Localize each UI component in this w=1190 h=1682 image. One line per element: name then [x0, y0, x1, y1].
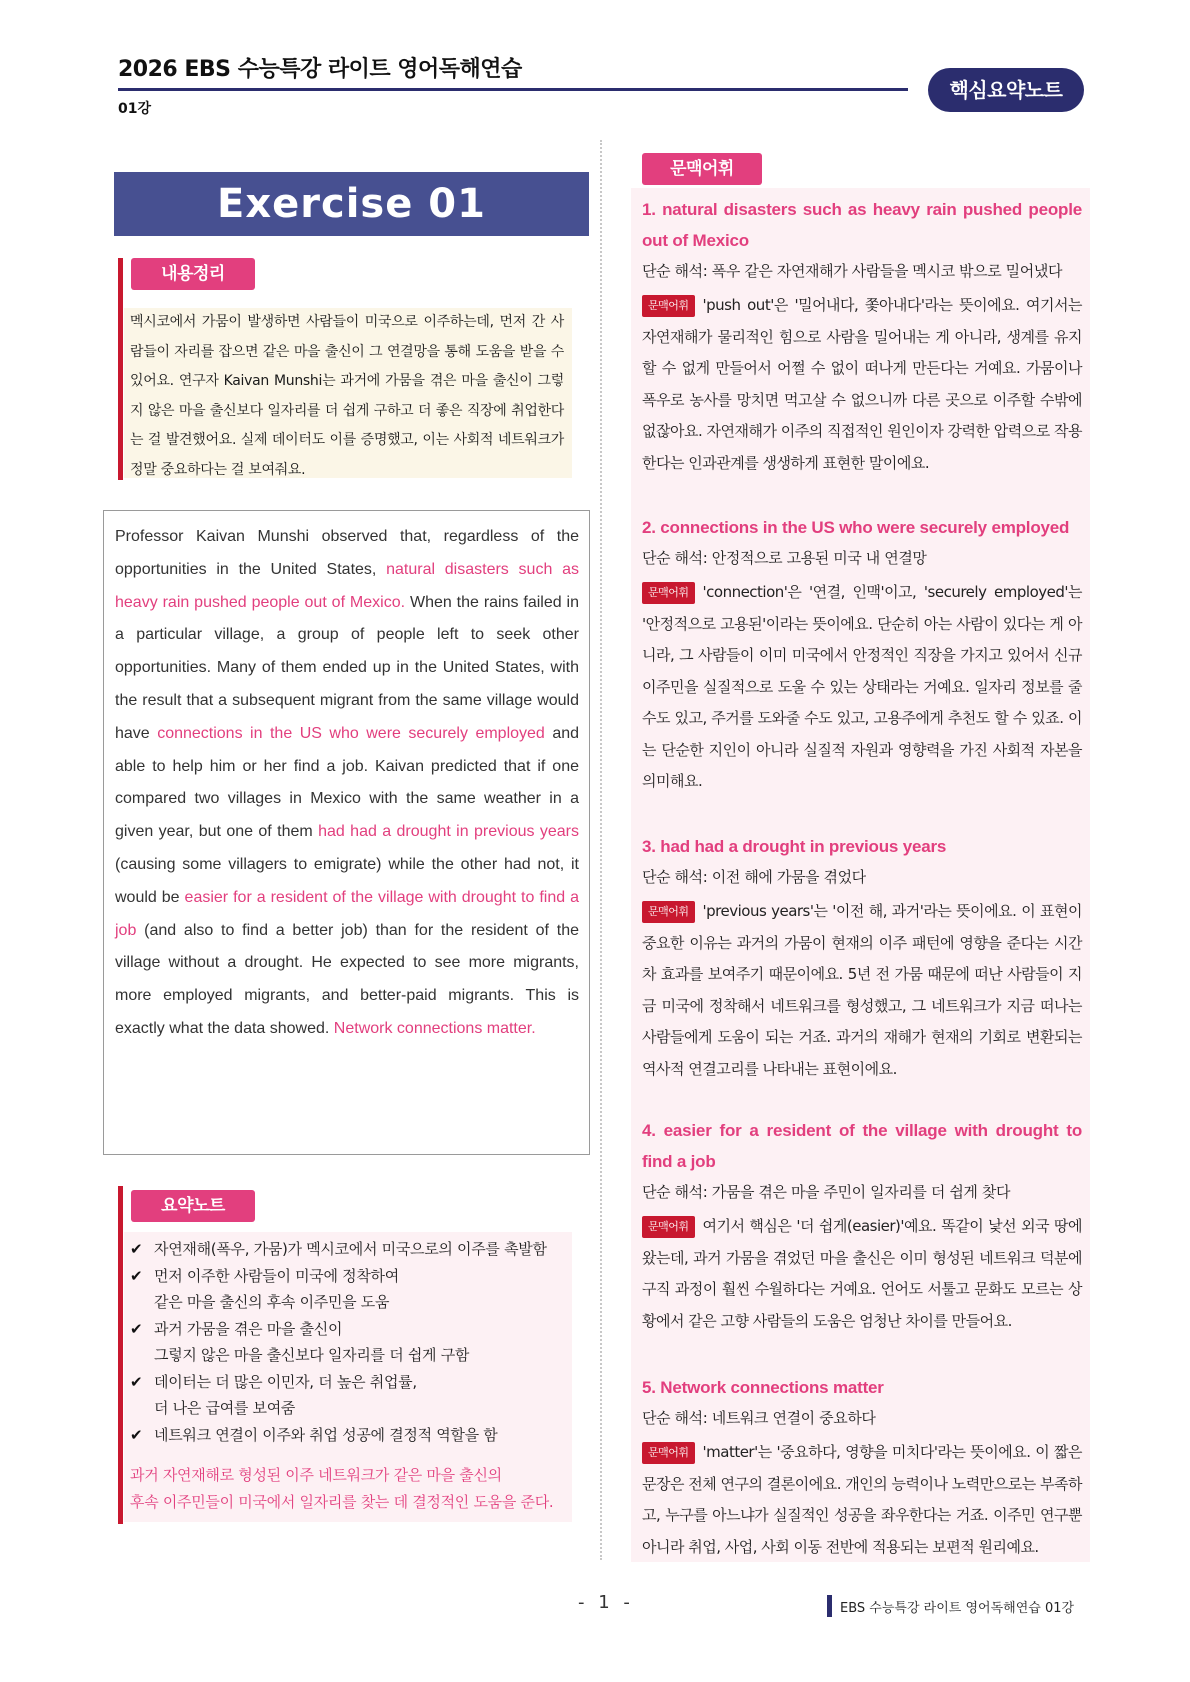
vocab-simple: 단순 해석: 이전 해에 가뭄을 겪었다 [642, 868, 866, 886]
vocab-simple: 단순 해석: 폭우 같은 자연재해가 사람들을 멕시코 밖으로 밀어냈다 [642, 262, 1063, 280]
vocab-heading: 5. Network connections matter [642, 1378, 884, 1397]
exercise-title: Exercise 01 [114, 172, 589, 236]
footer-accent-bar [827, 1595, 832, 1617]
check-icon: ✔ [130, 1240, 143, 1258]
vocab-simple: 단순 해석: 네트워크 연결이 중요하다 [642, 1409, 876, 1427]
check-icon: ✔ [130, 1266, 143, 1285]
passage-highlight-4: easier for a resident of the village with drought to find a job [115, 888, 579, 939]
vocab-simple: 단순 해석: 가뭄을 겪은 마을 주민이 일자리를 더 쉽게 찾다 [642, 1183, 1011, 1201]
vocab-label: 문맥어휘 [642, 582, 695, 604]
vocab-explanation: 문맥어휘 'matter'는 '중요하다, 영향을 미치다'라는 뜻이에요. 이 짧은 문장은 전체 연구의 결론이에요. 개인의 능력이나 노력만으로는 부족하고, 누구를 아느냐가 실질적인 성공을 좌우한다는 거죠. 이주민 연구뿐 아니라 취업, 사업, 사회 이동 전반에 적용되는 보편적 원리예요. [642, 1443, 1082, 1556]
column-divider [600, 140, 602, 1560]
summary-note-badge: 핵심요약노트 [928, 68, 1084, 112]
header-rule [118, 88, 908, 91]
vocab-explanation: 문맥어휘 'previous years'는 '이전 해, 과거'라는 뜻이에요. 이 표현이 중요한 이유는 과거의 가뭄이 현재의 이주 패턴에 영향을 준다는 시간차 효과를 보여주기 때문이에요. 5년 전 가뭄 때문에 떠난 사람들이 지금 미국에 정착해서 네트워크를 형성했고, 그 네트워크가 지금 떠나는 사람들에게 도움이 되는 거죠. 과거의 재해가 현재의 기회로 변환되는 역사적 연결고리를 나타내는 표현이에요. [642, 902, 1082, 1078]
vocab-tag: 문맥어휘 [642, 153, 762, 185]
note-item [130, 1316, 566, 1369]
vocab-label: 문맥어휘 [642, 901, 695, 923]
notes-tag: 요약노트 [131, 1190, 255, 1222]
note-item [130, 1369, 566, 1422]
note-line: 그렇지 않은 마을 출신보다 일자리를 더 쉽게 구함 [154, 1346, 470, 1364]
vocab-explanation: 문맥어휘 'connection'은 '연결, 인맥'이고, 'securely employed'는 '안정적으로 고용된'이라는 뜻이에요. 단순히 아는 사람이 있다는 게 아니라, 그 사람들이 이미 미국에서 안정적인 직장을 가지고 있어서 신규 이주민을 실질적으로 도울 수 있는 상태라는 거예요. 일자리 정보를 줄 수도 있고, 주거를 도와줄 수도 있고, 고용주에게 추천도 할 수 있죠. 이는 단순한 지인이 아니라 실질적 자원과 영향력을 가진 사회적 자본을 의미해요. [642, 583, 1082, 790]
vocab-heading: 1. natural disasters such as heavy rain pushed people out of Mexico [642, 200, 1082, 250]
passage-highlight-1: natural disasters such as heavy rain pushed people out of Mexico. [115, 560, 579, 611]
vocab-explanation: 문맥어휘 여기서 핵심은 '더 쉽게(easier)'예요. 똑같이 낯선 외국 땅에 왔는데, 과거 가뭄을 겪었던 마을 출신은 이미 형성된 네트워크 덕분에 구직 과정이 훨씬 수월하다는 거예요. 언어도 서툴고 문화도 모르는 상황에서 같은 고향 사람들의 도움은 엄청난 차이를 만들어요. [642, 1217, 1082, 1330]
summary-accent-bar [118, 258, 123, 480]
vocab-explanation: 문맥어휘 'push out'은 '밀어내다, 쫓아내다'라는 뜻이에요. 여기서는 자연재해가 물리적인 힘으로 사람을 밀어내는 게 아니라, 생계를 유지할 수 없게 만들어서 어쩔 수 없이 떠나게 만든다는 거예요. 가뭄이나 폭우로 농사를 망치면 먹고살 수 없으니까 다른 곳으로 이주할 수밖에 없잖아요. 자연재해가 이주의 직접적인 원인이자 강력한 압력으로 작용한다는 인과관계를 생생하게 표현한 말이에요. [642, 296, 1082, 472]
passage-text: and able to help him or her find a job. Kaivan predicted that if one compared two villages in Mexico with the same weather in a given year, but one of them [115, 724, 580, 841]
note-line: 같은 마을 출신의 후속 이주민을 도움 [154, 1293, 390, 1311]
passage-text: (and also to find a better job) than for the resident of the village without a drought. He expected to see more migrants, more employed migrants, and better-paid migrants. This is exactly what the data showed. [115, 921, 579, 1037]
vocab-simple: 단순 해석: 안정적으로 고용된 미국 내 연결망 [642, 549, 927, 567]
passage-highlight-3: had had a drought in previous years [318, 823, 579, 841]
vocab-entry-5 [642, 1372, 1082, 1563]
note-line: 더 나은 급여를 보여줌 [154, 1399, 296, 1417]
conclusion-line: 후속 이주민들이 미국에서 일자리를 찾는 데 결정적인 도움을 준다. [130, 1492, 554, 1511]
vocab-entry-4 [642, 1115, 1082, 1337]
summary-tag: 내용정리 [131, 258, 255, 290]
vocab-label: 문맥어휘 [642, 1442, 695, 1464]
vocab-heading: 4. easier for a resident of the village with drought to find a job [642, 1121, 1082, 1171]
note-item [130, 1422, 566, 1449]
footer-text: EBS 수능특강 라이트 영어독해연습 01강 [840, 1601, 1075, 1616]
check-icon: ✔ [130, 1425, 143, 1444]
note-line: 네트워크 연결이 이주와 취업 성공에 결정적 역할을 함 [154, 1425, 498, 1444]
note-line: 자연재해(폭우, 가뭄)가 멕시코에서 미국으로의 이주를 촉발함 [154, 1240, 547, 1258]
passage-text: When the rains failed in a particular village, a group of people left to seek other opportunities. Many of them ended up in the United States, with the result that a subsequent migrant from the same village would have [115, 593, 580, 742]
summary-text: 멕시코에서 가뭄이 발생하면 사람들이 미국으로 이주하는데, 먼저 간 사람들이 자리를 잡으면 같은 마을 출신이 그 연결망을 통해 도움을 받을 수 있어요. 연구자 Kaivan Munshi는 과거에 가뭄을 겪은 마을 출신이 그렇지 않은 마을 출신보다 일자리를 더 쉽게 구하고 더 좋은 직장에 취업한다는 걸 발견했어요. 실제 데이터도 이를 증명했고, 이는 사회적 네트워크가 정말 중요하다는 걸 보여줘요. [124, 308, 572, 478]
vocab-label: 문맥어휘 [642, 1216, 695, 1238]
note-item [130, 1263, 566, 1316]
vocab-label: 문맥어휘 [642, 295, 695, 317]
page-number: - 1 - [578, 1592, 634, 1613]
notes-conclusion [130, 1462, 566, 1515]
vocab-heading: 3. had had a drought in previous years [642, 837, 947, 856]
vocab-entry-1 [642, 194, 1082, 479]
note-line: 먼저 이주한 사람들이 미국에 정착하여 [154, 1266, 399, 1285]
reading-passage [103, 510, 590, 1155]
check-icon: ✔ [130, 1319, 143, 1338]
passage-text: Professor Kaivan Munshi observed that, regardless of the opportunities in the United States, [115, 528, 579, 578]
passage-highlight-2: connections in the US who were securely employed [157, 724, 545, 742]
note-line: 과거 가뭄을 겪은 마을 출신이 [154, 1319, 343, 1338]
document-title: 2026 EBS 수능특강 라이트 영어독해연습 [118, 57, 522, 82]
notes-accent-bar [118, 1186, 123, 1524]
conclusion-line: 과거 자연재해로 형성된 이주 네트워크가 같은 마을 출신의 [130, 1466, 502, 1484]
passage-text: (causing some villagers to emigrate) while the other had not, it would be [115, 855, 579, 906]
note-item [130, 1236, 566, 1263]
vocab-entry-2 [642, 512, 1082, 798]
vocab-entry-3 [642, 831, 1082, 1085]
summary-notes [124, 1232, 572, 1522]
note-line: 데이터는 더 많은 이민자, 더 높은 취업률, [154, 1372, 417, 1391]
lesson-label: 01강 [118, 101, 152, 117]
vocab-heading: 2. connections in the US who were securely employed [642, 518, 1070, 537]
passage-highlight-5: Network connections matter. [333, 1019, 536, 1037]
check-icon: ✔ [130, 1372, 143, 1391]
